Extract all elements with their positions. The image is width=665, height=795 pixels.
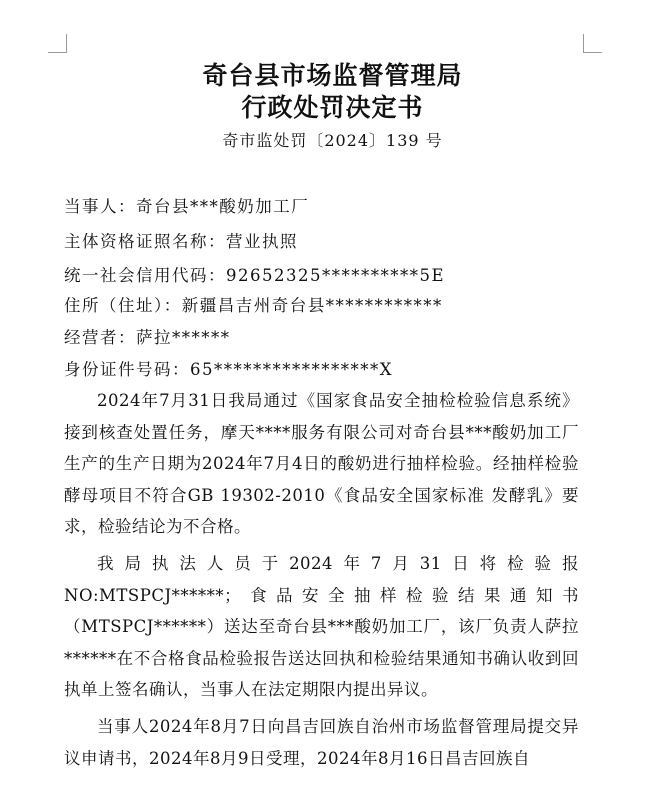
document-number: 奇市监处罚〔2024〕139 号 <box>222 131 443 150</box>
operator-field: 经营者：萨拉****** <box>64 328 231 347</box>
document-subtitle: 行政处罚决定书 <box>241 93 424 122</box>
credit-code-field: 统一社会信用代码：92652325**********5E <box>64 266 446 285</box>
address-field: 住所（住址）：新疆昌吉州奇台县************ <box>64 296 443 315</box>
license-name-field: 主体资格证照名称：营业执照 <box>64 232 298 251</box>
body-paragraph-1: 2024年7月31日我局通过《国家食品安全抽检检验信息系统》接到核查处置任务，摩天****服务有限公司对奇台县***酸奶加工厂生产的生产日期为2024年7月4日的酸奶进行抽样检验。经抽样检验酵母项目不符合GB 19302-2010《食品安全国家标准 发酵乳》要求，检验结论为不合格。 <box>64 391 579 536</box>
party-field: 当事人：奇台县***酸奶加工厂 <box>64 197 310 216</box>
corner-mark-right <box>583 34 602 53</box>
id-number-field: 身份证件号码：65*****************X <box>64 360 393 379</box>
body-paragraph-3: 当事人2024年8月7日向昌吉回族自治州市场监督管理局提交异议申请书，2024年8月9日受理，2024年8月16日昌吉回族自 <box>64 717 579 768</box>
body-paragraph-2: 我局执法人员于2024年7月31日将检验报NO:MTSPCJ******；食品安全抽样检验结果通知书（MTSPCJ******）送达至奇台县***酸奶加工厂，该厂负责人萨拉******在不合格食品检验报告送达回执和检验结果通知书确认收到回执单上签名确认，当事人在法定期限内提出异议。 <box>64 554 579 699</box>
corner-mark-left <box>48 34 67 53</box>
document-title: 奇台县市场监督管理局 <box>202 61 463 90</box>
